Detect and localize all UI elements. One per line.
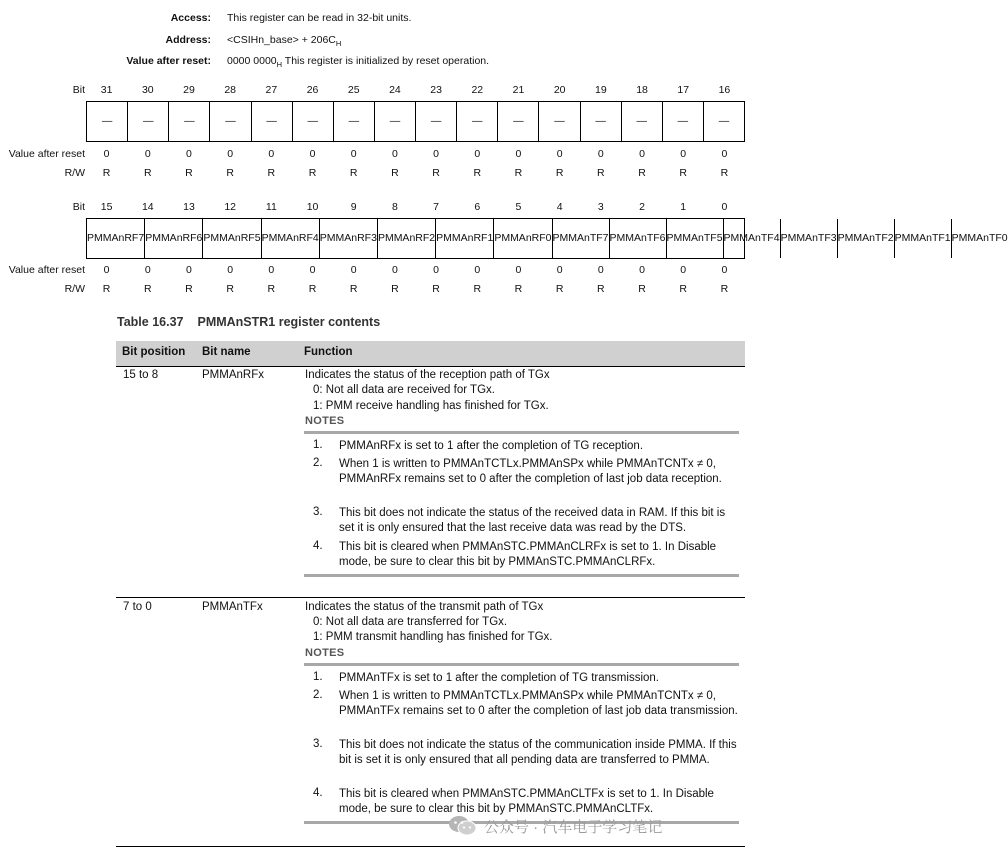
row-function-line: 0: Not all data are received for TGx.: [313, 384, 495, 396]
reset-value-cell: 0: [186, 264, 192, 276]
bit-number: 2: [639, 201, 645, 213]
bit-number: 21: [512, 84, 525, 96]
bit-cell: —: [662, 102, 703, 141]
bit-cell: —: [415, 102, 456, 141]
upper-bit-numbers: [86, 84, 745, 96]
bit-cell: —: [497, 102, 538, 141]
reset-value-cell: 0: [680, 148, 687, 160]
reset-value-cell: 0: [268, 264, 275, 276]
reset-value-cell: 0: [103, 264, 110, 276]
bit-cell: PMMAn RF6: [144, 219, 202, 258]
bit-cell: PMMAn TF6: [609, 219, 666, 258]
bit-cell: PMMAn TF4: [723, 219, 780, 258]
bit-cell: —: [703, 102, 744, 141]
rw-cell: R: [391, 167, 399, 179]
rw-label-lower: R/W: [64, 283, 85, 295]
value-after-reset-label-upper: Value after reset: [8, 148, 85, 160]
rw-cell: R: [597, 167, 605, 179]
watermark: [448, 815, 662, 837]
bit-cell: PMMAn TF5: [666, 219, 723, 258]
access-value: This register can be read in 32-bit units.: [227, 12, 412, 24]
reset-value-cell: 0: [515, 148, 522, 160]
bit-cell: PMMAn RF0: [493, 219, 551, 258]
wechat-icon: [448, 815, 478, 837]
bit-number: 7: [433, 201, 440, 213]
note-number: 3.: [313, 506, 323, 518]
reset-value-cell: 0: [433, 148, 440, 160]
reset-value-cell: 0: [350, 148, 357, 160]
bit-cell: —: [209, 102, 250, 141]
table-header: [116, 341, 745, 366]
reset-value-cell: 0: [309, 264, 316, 276]
bit-number: 1: [680, 201, 687, 213]
bit-cell: PMMAn RF1: [435, 219, 493, 258]
rw-cell: R: [473, 167, 482, 179]
rw-cell: R: [267, 167, 276, 179]
bit-number: 18: [636, 84, 648, 96]
reset-value-cell: 0: [103, 148, 110, 160]
bit-cell: —: [168, 102, 209, 141]
row-function-line: 1: PMM transmit handling has finished for TGx.: [313, 631, 553, 643]
note-number: 3.: [313, 738, 323, 750]
reset-value-cell: 0: [597, 264, 604, 276]
rw-cell: R: [308, 167, 317, 179]
rw-cell: R: [185, 283, 193, 295]
rw-cell: R: [226, 283, 234, 295]
bit-number: 27: [265, 84, 278, 96]
bit-number: 29: [183, 84, 195, 96]
notes-heading: NOTES: [305, 415, 345, 427]
rw-cell: R: [473, 283, 482, 295]
reset-value-cell: 0: [433, 264, 440, 276]
note-number: 1.: [313, 671, 323, 683]
note-text: When 1 is written to PMMAnTCTLx.PMMAnSPx while PMMAnTCNTx ≠ 0, PMMAnTFx remains set to 0 after the completion of last job data transmission.: [339, 690, 738, 717]
bit-number: 23: [430, 84, 442, 96]
bit-cell: PMMAn RF4: [261, 219, 319, 258]
rw-cell: R: [720, 283, 729, 295]
bit-number: 25: [347, 84, 360, 96]
notes-bottom-bar: [304, 574, 739, 577]
reset-value-cell: 0: [556, 148, 563, 160]
bit-number: 10: [306, 201, 319, 213]
bit-cell: PMMAn RF3: [319, 219, 377, 258]
table-bottom-rule: [116, 846, 745, 847]
reset-value-cell: 0: [680, 264, 687, 276]
bit-number: 26: [306, 84, 319, 96]
reset-value-cell: 0: [227, 264, 234, 276]
rw-cell: R: [514, 167, 523, 179]
bit-number: 24: [389, 84, 401, 96]
reset-value-cell: 0: [639, 148, 645, 160]
bit-cell: —: [621, 102, 662, 141]
bit-cell: PMMAn RF5: [202, 219, 260, 258]
notes-top-bar: [304, 431, 739, 434]
bit-cell: —: [251, 102, 292, 141]
upper-reset-values: [86, 148, 745, 160]
row-divider: [116, 597, 745, 598]
access-label: Access:: [170, 12, 211, 24]
row-function-line: Indicates the status of the transmit path of TGx: [305, 601, 544, 613]
note-text: This bit does not indicate the status of the communication inside PMMA. If this bit is set it is only ensured that all pending data are transferred to PMMA.: [339, 739, 737, 766]
bit-number: 8: [391, 201, 398, 213]
bit-number: 28: [224, 84, 236, 96]
rw-cell: R: [143, 283, 152, 295]
row-bit-name: PMMAnRFx: [202, 369, 264, 381]
row-function-line: 1: PMM receive handling has finished for TGx.: [313, 400, 549, 412]
bit-cell: PMMAn TF3: [780, 219, 837, 258]
bit-number: 13: [183, 201, 195, 213]
lower-bit-cells: [86, 218, 1008, 259]
reset-value-cell: 0: [350, 264, 357, 276]
bit-cell: PMMAn RF7: [87, 232, 145, 244]
rw-cell: R: [102, 167, 111, 179]
bit-cell: PMMAn TF7: [552, 219, 609, 258]
row-function-line: 0: Not all data are transferred for TGx.: [313, 616, 508, 628]
rw-cell: R: [638, 167, 646, 179]
bit-cell: —: [292, 102, 333, 141]
note-number: 1.: [313, 439, 323, 451]
row-bit-position: 7 to 0: [123, 601, 152, 613]
rw-cell: R: [720, 167, 729, 179]
reset-value-cell: 0: [391, 148, 398, 160]
reset-value-cell: 0: [515, 264, 522, 276]
note-number: 2.: [313, 689, 323, 701]
rw-cell: R: [555, 167, 564, 179]
bit-cell: —: [127, 102, 168, 141]
bit-number: 22: [471, 84, 484, 96]
note-text: PMMAnRFx is set to 1 after the completion of TG reception.: [339, 440, 644, 452]
rw-cell: R: [349, 167, 358, 179]
bit-number: 0: [721, 201, 728, 213]
rw-cell: R: [349, 283, 358, 295]
bit-number: 17: [677, 84, 690, 96]
notes-heading: NOTES: [305, 647, 345, 659]
reset-value-cell: 0: [474, 148, 481, 160]
bit-number: 20: [553, 84, 566, 96]
reset-value-cell: 0: [144, 148, 151, 160]
row-bit-position: 15 to 8: [123, 369, 159, 381]
note-text: PMMAnTFx is set to 1 after the completion of TG transmission.: [339, 672, 659, 684]
rw-cell: R: [679, 283, 688, 295]
rw-cell: R: [102, 283, 111, 295]
note-text: When 1 is written to PMMAnTCTLx.PMMAnSPx while PMMAnTCNTx ≠ 0, PMMAnRFx remains set to 0 after the completion of last job data reception.: [339, 458, 722, 485]
lower-reset-values: [86, 264, 745, 276]
reset-value-cell: 0: [721, 264, 728, 276]
bit-cell: —: [538, 102, 579, 141]
reset-value-cell: 0: [186, 148, 192, 160]
bit-number: 19: [595, 84, 607, 96]
bit-cell: PMMAn TF1: [894, 219, 951, 258]
reset-value: 0000 $0000_H$ This register is initialized by reset operation.: [227, 55, 490, 70]
rw-cell: R: [432, 283, 440, 295]
bit-number: 14: [141, 201, 154, 213]
bit-cell: —: [456, 102, 497, 141]
notes-top-bar: [304, 663, 739, 666]
note-number: 2.: [313, 457, 323, 469]
note-text: This bit does not indicate the status of the received data in RAM. If this bit is set it is only ensured that the last receive data was read by the DTS.: [339, 507, 726, 534]
header-bit-position: Bit position: [122, 346, 186, 358]
note-text: This bit is cleared when PMMAnSTC.PMMAnCLTFx is set to 1. In Disable mode, be sure to clear this bit by PMMAnSTC.PMMAnCLTFx.: [339, 788, 714, 815]
value-after-reset-label-lower: Value after reset: [8, 264, 85, 276]
note-text: This bit is cleared when PMMAnSTC.PMMAnCLRFx is set to 1. In Disable mode, be sure to clear this bit by PMMAnSTC.PMMAnCLRFx.: [339, 541, 717, 568]
reset-value-cell: 0: [474, 264, 481, 276]
upper-rw-values: [86, 167, 745, 179]
reset-value-cell: 0: [268, 148, 275, 160]
header-rule: [116, 366, 745, 367]
bit-number: 11: [265, 201, 277, 213]
rw-cell: R: [226, 167, 234, 179]
bit-number: 15: [100, 201, 113, 213]
reset-value-cell: 0: [391, 264, 398, 276]
bit-cell: PMMAn TF0: [951, 219, 1008, 258]
bit-cell: —: [580, 102, 621, 141]
rw-cell: R: [432, 167, 440, 179]
bit-number: 16: [718, 84, 731, 96]
reset-label: Value after reset:: [126, 55, 211, 67]
rw-cell: R: [143, 167, 152, 179]
header-bit-name: Bit name: [202, 346, 251, 358]
reset-value-cell: 0: [597, 148, 604, 160]
bit-label-lower: Bit: [72, 201, 85, 213]
rw-cell: R: [267, 283, 276, 295]
watermark-text: 公众号 · 汽车电子学习笔记: [484, 818, 663, 836]
bit-cell: PMMAn TF2: [837, 219, 894, 258]
rw-cell: R: [679, 167, 688, 179]
note-number: 4.: [313, 787, 323, 799]
lower-rw-values: [86, 283, 745, 295]
bit-cell: —: [101, 115, 113, 127]
rw-cell: R: [555, 283, 564, 295]
upper-bit-cells: [86, 101, 745, 142]
rw-cell: R: [308, 283, 317, 295]
bit-number: 5: [515, 201, 522, 213]
bit-cell: —: [333, 102, 374, 141]
rw-cell: R: [597, 283, 605, 295]
rw-cell: R: [391, 283, 399, 295]
lower-bit-numbers: [86, 201, 745, 213]
reset-value-cell: 0: [721, 148, 728, 160]
bit-number: 4: [556, 201, 563, 213]
note-number: 4.: [313, 540, 323, 552]
row-bit-name: PMMAnTFx: [202, 601, 263, 613]
reset-value-cell: 0: [309, 148, 316, 160]
address-value: <CSIHn_base> + $206C_H$: [227, 34, 342, 49]
bit-number: 6: [474, 201, 481, 213]
header-function: Function: [304, 346, 353, 358]
bit-number: 31: [100, 84, 113, 96]
rw-cell: R: [638, 283, 646, 295]
bit-number: 3: [597, 201, 604, 213]
reset-value-cell: 0: [556, 264, 563, 276]
rw-cell: R: [185, 167, 193, 179]
reset-value-cell: 0: [227, 148, 234, 160]
bit-cell: —: [374, 102, 415, 141]
row-function-line: Indicates the status of the reception path of TGx: [305, 369, 550, 381]
bit-number: 9: [350, 201, 357, 213]
rw-label-upper: R/W: [64, 167, 85, 179]
address-label: Address:: [165, 34, 211, 46]
reset-value-cell: 0: [639, 264, 645, 276]
bit-label-upper: Bit: [72, 84, 85, 96]
table-caption: Table 16.37 PMMAnSTR1 register contents: [117, 315, 381, 329]
bit-cell: PMMAn RF2: [377, 219, 435, 258]
bit-number: 30: [141, 84, 154, 96]
bit-number: 12: [224, 201, 236, 213]
reset-value-cell: 0: [144, 264, 151, 276]
rw-cell: R: [514, 283, 523, 295]
